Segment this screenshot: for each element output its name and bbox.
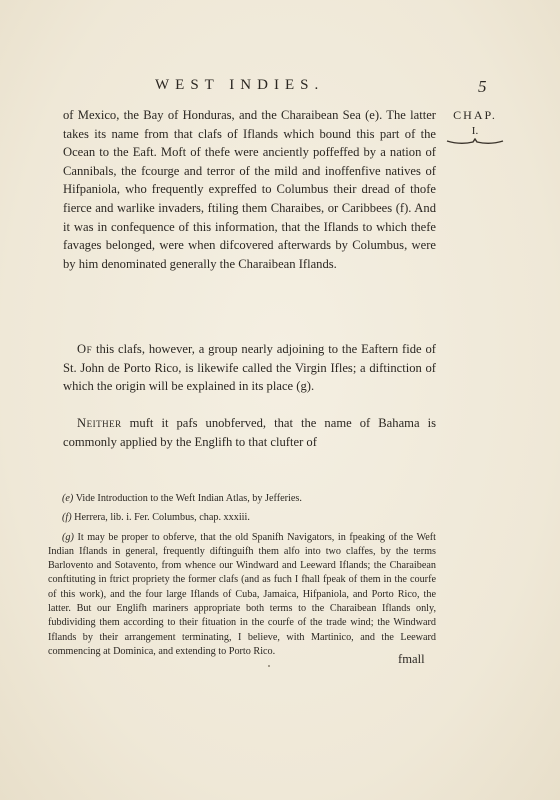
chapter-label: CHAP. [453,108,497,122]
paragraph-3 [63,414,436,451]
footnote-f-text: Herrera, lib. i. Fer. Columbus, chap. xxxiii. [74,512,250,524]
footnote-g-text: It may be proper to obferve, that the old Spanifh Navigators, in fpeaking of the Weft Indian Iflands in general, frequently diftinguifh them alfo into two claffes, by the terms Barlovento and Sotavento, from whence our Windward and Leeward Iflands; the Charaibean conftituting in ftrict propriety the former clafs (and as fuch I fhall fpeak of them in the courfe of this work), and the four large Iflands of Cuba, Jamaica, Hifpaniola, and Porto Rico, the latter. But our Englifh mariners appropriate both terms to the Charaibean Iflands only, fubdividing them according to their fituation in the courfe of the trade wind; the Windward Iflands by their arrangement terminating, I believe, with Martinico, and the Leeward commencing at Dominica, and extending to Porto Rico. [48,531,437,657]
running-head [0,77,560,97]
paragraph-3-lead: Neither [77,416,122,430]
running-head-title: WEST INDIES. [155,77,325,93]
paragraph-2-text: this clafs, however, a group nearly adjoining to the Eaftern fide of St. John de Porto Rico, is likewife called the Virgin Ifles; a diftinction of which the origin will be explained in its place (g). [63,342,436,394]
paragraph-2-lead: Of [77,342,93,356]
ink-speck [268,665,270,667]
paragraph-3-text: muft it pafs unobferved, that the name of Bahama is commonly applied by the Englifh to that clufter of [63,416,436,449]
footnote-e [48,492,436,506]
footnote-f-mark: (f) [62,512,72,524]
paragraph-1 [63,106,436,273]
page-number: 5 [478,77,487,96]
footnote-f [48,511,436,525]
chapter-number: I. [471,125,479,137]
brace-ornament-icon [445,138,505,146]
footnote-g [48,531,436,660]
paragraph-1-text: of Mexico, the Bay of Honduras, and the Charaibean Sea (e). The latter takes its name from that clafs of Iflands which bound this part of the Ocean to the Eaft. Moft of thefe were anciently poffeffed by a nation of Cannibals, the fcourge and terror of the mild and inoffenfive natives of Hifpaniola, who frequently expreffed to Columbus their dread of thofe fierce and warlike invaders, ftiling them Charaibes, or Caribbees (f). And it was in confequence of this information, that the Iflands to which thefe favages belonged, were when difcovered afterwards by Columbus, were by him denominated generally the Charaibean Iflands. [63,108,436,271]
footnotes [48,492,436,664]
footnote-g-mark: (g) [62,531,74,543]
catchword: fmall [398,652,425,666]
footnote-e-mark: (e) [62,493,74,504]
chapter-marginal-note [440,108,510,146]
paragraph-2 [63,340,436,396]
footnote-e-text: Vide Introduction to the Weft Indian Atlas, by Jefferies. [75,493,302,504]
